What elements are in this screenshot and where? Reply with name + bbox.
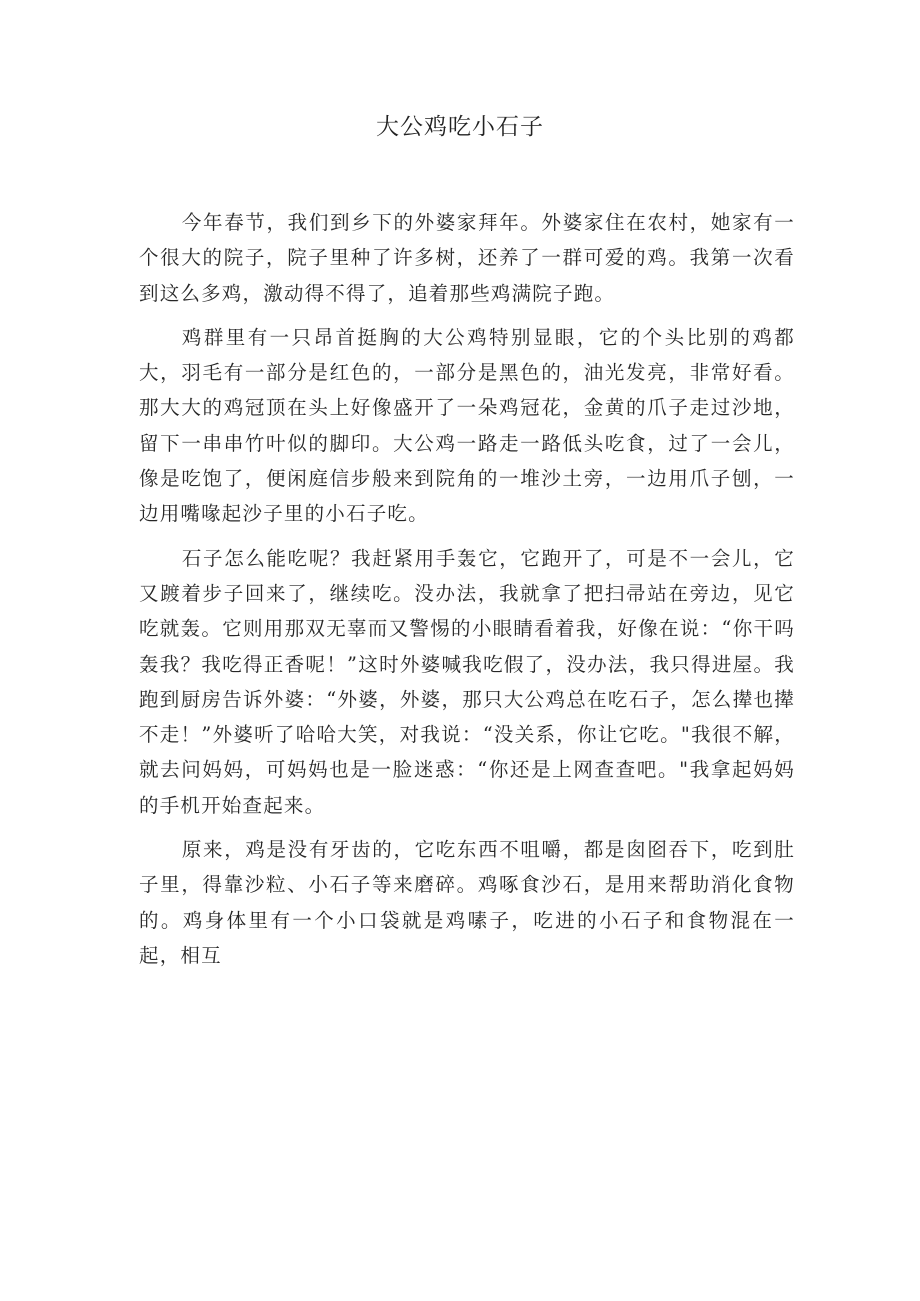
document-title: 大公鸡吃小石子 bbox=[376, 114, 544, 140]
paragraph-1: 今年春节，我们到乡下的外婆家拜年。外婆家住在农村，她家有一个很大的院子，院子里种了许多树，还养了一群可爱的鸡。我第一次看到这么多鸡，激动得不得了，追着那些鸡满院子跑。 bbox=[139, 211, 795, 305]
paragraph-2: 鸡群里有一只昂首挺胸的大公鸡特别显眼，它的个头比别的鸡都大，羽毛有一部分是红色的，一部分是黑色的，油光发亮，非常好看。那大大的鸡冠顶在头上好像盛开了一朵鸡冠花，金黄的爪子走过沙地，留下一串串竹叶似的脚印。大公鸡一路走一路低头吃食，过了一会儿，像是吃饱了，便闲庭信步般来到院角的一堆沙土旁，一边用爪子刨，一边用嘴喙起沙子里的小石子吃。 bbox=[139, 325, 795, 526]
document-body bbox=[139, 205, 795, 982]
paragraph-4: 原来，鸡是没有牙齿的，它吃东西不咀嚼，都是囱囵吞下，吃到肚子里，得靠沙粒、小石子等来磨碎。鸡啄食沙石，是用来帮助消化食物的。鸡身体里有一个小口袋就是鸡嗉子，吃进的小石子和食物混在一起，相互 bbox=[139, 838, 795, 967]
paragraph-3: 石子怎么能吃呢？我赶紧用手轰它，它跑开了，可是不一会儿，它又踱着步子回来了，继续吃。没办法，我就拿了把扫帚站在旁边，见它吃就轰。它则用那双无辜而又警惕的小眼睛看着我，好像在说：“你干吗轰我？我吃得正香呢！”这时外婆喊我吃假了，没办法，我只得进屋。我跑到厨房告诉外婆：“外婆，外婆，那只大公鸡总在吃石子，怎么撵也撵不走！”外婆听了哈哈大笑，对我说：“没关系，你让它吃。"我很不解，就去问妈妈，可妈妈也是一脸迷惑：“你还是上网查查吧。"我拿起妈妈的手机开始查起来。 bbox=[139, 546, 795, 817]
